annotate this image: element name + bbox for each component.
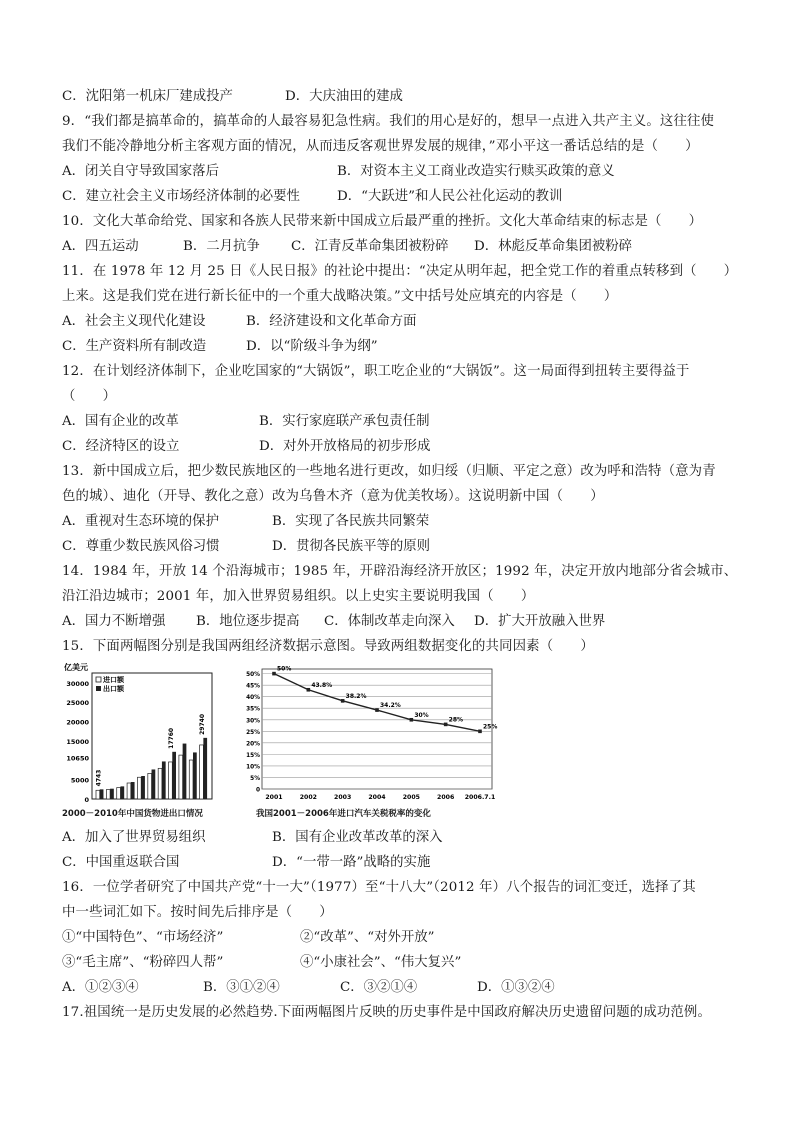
bar-export [193, 752, 197, 799]
bar-export [162, 761, 166, 799]
exam-page [62, 84, 742, 1025]
option-c: C．江青反革命集团被粉碎 [291, 239, 449, 254]
data-point [272, 672, 276, 676]
option-a: A．加入了世界贸易组织 [62, 830, 206, 845]
legend-swatch-import [96, 677, 101, 682]
option-d: D．“一带一路”战略的实施 [272, 855, 431, 870]
option-c: C．建立社会主义市场经济体制的必要性 [62, 189, 300, 204]
question-10-stem: 10．文化大革命给党、国家和各族人民带来新中国成立后最严重的挫折。文化大革命结束的标志是（ ） [62, 214, 703, 229]
y-tick-label: 40% [246, 695, 260, 702]
point-label: 30% [414, 711, 429, 719]
trade-chart-title: 2000－2010年中国货物进出口情况 [62, 809, 203, 819]
question-12-stem-cont: （ ） [62, 389, 117, 404]
bar-export [141, 776, 145, 799]
bar-export [100, 789, 104, 799]
question-12-options-ab [62, 409, 742, 434]
question-15-options-ab [62, 825, 742, 850]
option-a: A．闭关自守导致国家落后 [62, 164, 219, 179]
y-axis-unit: 亿美元 [64, 663, 88, 672]
point-label: 25% [483, 723, 498, 731]
option-d: D．大庆油田的建成 [285, 89, 403, 104]
option-d: D．贯彻各民族平等的原则 [272, 539, 431, 554]
question-11-options-cd [62, 334, 742, 359]
question-9-options-ab [62, 159, 742, 184]
tariff-line-chart [240, 661, 502, 821]
question-15-figures [62, 661, 742, 825]
question-8-options [62, 84, 742, 109]
trade-bar-chart [62, 661, 220, 821]
bar-value-label: 17760 [168, 727, 176, 749]
option-c: C．体制改革走向深入 [324, 614, 455, 629]
option-a: A．四五运动 [62, 239, 139, 254]
bar-import [106, 790, 110, 799]
question-13-options-cd [62, 534, 742, 559]
data-point [478, 730, 482, 734]
question-14-stem: 14．1984 年，开放 14 个沿海城市；1985 年，开辟沿海经济开放区；1992 年，决定开放内地部分省会城市、 [62, 564, 738, 579]
option-a: A．①②③④ [62, 980, 139, 995]
option-b: B．对资本主义工商业改造实行赎买政策的意义 [337, 164, 615, 179]
bar-export [131, 782, 135, 799]
question-13-stem-cont: 色的城）、迪化（开导、教化之意）改为乌鲁木齐（意为优美牧场）。这说明新中国（ ） [62, 489, 604, 504]
option-c: C．经济特区的设立 [62, 439, 180, 454]
item-4: ④“小康社会”、“伟大复兴” [300, 955, 462, 970]
y-tick-label: 15% [246, 752, 260, 759]
question-9-stem: 9．“我们都是搞革命的，搞革命的人最容易犯急性病。我们的用心是好的，想早一点进入共产主义。这往往使 [62, 114, 715, 129]
bar-import [189, 760, 193, 799]
y-tick-label: 35% [246, 706, 260, 713]
x-tick-label: 2001 [265, 794, 283, 801]
legend-label-export: 出口额 [103, 685, 124, 693]
x-tick-label: 2006.7.1 [464, 794, 496, 801]
bar-export [183, 744, 187, 799]
y-tick-label: 20000 [66, 718, 89, 727]
y-tick-label: 30000 [66, 679, 89, 688]
bar-export [110, 789, 114, 799]
bar-import [137, 777, 141, 799]
legend-swatch-export [96, 686, 101, 691]
tariff-chart-title: 我国2001－2006年进口汽车关税税率的变化 [256, 809, 431, 819]
data-point [444, 723, 448, 727]
option-b: B．实现了各民族共同繁荣 [272, 514, 430, 529]
plot-frame [262, 669, 492, 789]
y-tick-label: 30% [246, 718, 260, 725]
question-9-stem-cont: 我们不能冷静地分析主客观方面的情况，从而违反客观世界发展的规律，”邓小平这一番话总结的是（ ） [62, 139, 699, 154]
question-11-options-ab [62, 309, 742, 334]
question-15-options-cd [62, 850, 742, 875]
question-14-stem-cont: 沿江沿边城市；2001 年，加入世界贸易组织。以上史实主要说明我国（ ） [62, 589, 535, 604]
point-label: 43.8% [311, 681, 333, 689]
option-b: B．国有企业改革改革的深入 [272, 830, 443, 845]
bar-export [120, 786, 124, 799]
question-14-options [62, 609, 742, 634]
bar-import [96, 790, 100, 799]
question-16-options [62, 975, 742, 1000]
option-d: D．对外开放格局的初步形成 [259, 439, 431, 454]
option-c: C．③②①④ [340, 980, 418, 995]
y-tick-label: 5000 [70, 776, 89, 785]
option-b: B．二月抗争 [183, 239, 260, 254]
bar-import [179, 755, 183, 799]
bar-value-label: 29740 [199, 713, 207, 735]
bar-export [172, 752, 176, 799]
bar-import [148, 773, 152, 799]
y-tick-label: 15000 [66, 737, 89, 746]
y-tick-label: 20% [246, 741, 260, 748]
option-a: A．国有企业的改革 [62, 414, 179, 429]
option-d: D．扩大开放融入世界 [474, 614, 606, 629]
option-b: B．③①②④ [203, 980, 280, 995]
question-16-stem: 16．一位学者研究了中国共产党“十一大”（1977）至“十八大”（2012 年）八个报告的词汇变迁，选择了其 [62, 880, 696, 895]
bar-export [152, 769, 156, 799]
bar-value-label: 4743 [95, 769, 103, 787]
option-c: C．生产资料所有制改造 [62, 339, 207, 354]
data-point [375, 708, 379, 712]
y-tick-label: 0 [84, 796, 89, 804]
question-9-options-cd [62, 184, 742, 209]
question-12-stem: 12．在计划经济体制下，企业吃国家的“大锅饭”，职工吃企业的“大锅饭”。这一局面得到扭转主要得益于 [62, 364, 690, 379]
question-10-options [62, 234, 742, 259]
question-16-items-12 [62, 925, 742, 950]
point-label: 50% [277, 665, 292, 673]
point-label: 38.2% [345, 692, 367, 700]
option-d: D．林彪反革命集团被粉碎 [474, 239, 633, 254]
question-11-stem: 11．在 1978 年 12 月 25 日《人民日报》的社论中提出：“决定从明年起，把全党工作的着重点转移到（ ） [62, 264, 738, 279]
data-point [341, 699, 345, 703]
bar-import [127, 783, 131, 799]
option-c: C．尊重少数民族风俗习惯 [62, 539, 220, 554]
data-point [307, 688, 311, 692]
legend-label-import: 进口额 [103, 676, 124, 684]
question-12-options-cd [62, 434, 742, 459]
y-tick-label: 10% [246, 764, 260, 771]
y-tick-label: 10650 [66, 754, 89, 763]
x-tick-label: 2002 [299, 794, 317, 801]
question-13-stem: 13．新中国成立后，把少数民族地区的一些地名进行更改，如归绥（归顺、平定之意）改为呼和浩特（意为青 [62, 464, 716, 479]
y-tick-label: 0 [255, 787, 260, 794]
item-3: ③“毛主席”、“粉碎四人帮” [62, 955, 224, 970]
option-a: A．社会主义现代化建设 [62, 314, 206, 329]
option-a: A．国力不断增强 [62, 614, 166, 629]
option-d: D．以“阶级斗争为纲” [246, 339, 378, 354]
option-a: A．重视对生态环境的保护 [62, 514, 219, 529]
tariff-line-chart-svg [240, 661, 502, 807]
bar-import [158, 768, 162, 799]
option-b: B．经济建设和文化革命方面 [246, 314, 417, 329]
bar-import [200, 745, 204, 799]
bar-import [117, 788, 121, 799]
option-b: B．实行家庭联产承包责任制 [259, 414, 430, 429]
x-tick-label: 2005 [402, 794, 420, 801]
point-label: 34.2% [380, 702, 401, 710]
item-2: ②“改革”、“对外开放” [300, 930, 435, 945]
question-11-stem-cont: 上来。这是我们党在进行新长征中的一个重大战略决策。”文中括号处应填充的内容是（ ） [62, 289, 618, 304]
question-17-stem: 17.祖国统一是历史发展的必然趋势.下面两幅图片反映的历史事件是中国政府解决历史遗留问题的成功范例。 [62, 1005, 712, 1020]
y-tick-label: 5% [250, 775, 260, 782]
y-tick-label: 25% [246, 729, 260, 736]
option-c: C．中国重返联合国 [62, 855, 180, 870]
question-16-stem-cont: 中一些词汇如下。按时间先后排序是（ ） [62, 905, 333, 920]
point-label: 28% [448, 716, 464, 724]
y-tick-label: 25000 [66, 699, 89, 708]
bar-import [169, 762, 173, 799]
question-13-options-ab [62, 509, 742, 534]
x-tick-label: 2006 [437, 794, 455, 801]
y-tick-label: 50% [246, 672, 260, 679]
data-point [410, 718, 414, 722]
item-1: ①“中国特色”、“市场经济” [62, 930, 224, 945]
x-tick-label: 2004 [368, 794, 386, 801]
x-tick-label: 2003 [334, 794, 352, 801]
option-d: D．“大跃进”和人民公社化运动的教训 [337, 189, 563, 204]
y-tick-label: 45% [246, 683, 260, 690]
question-16-items-34 [62, 950, 742, 975]
trade-bar-chart-svg [62, 661, 220, 807]
option-d: D．①③②④ [477, 980, 555, 995]
option-c: C．沈阳第一机床厂建成投产 [62, 89, 233, 104]
option-b: B．地位逐步提高 [196, 614, 300, 629]
question-15-stem: 15．下面两幅图分别是我国两组经济数据示意图。导致两组数据变化的共同因素（ ） [62, 639, 594, 654]
bar-export [203, 738, 207, 799]
